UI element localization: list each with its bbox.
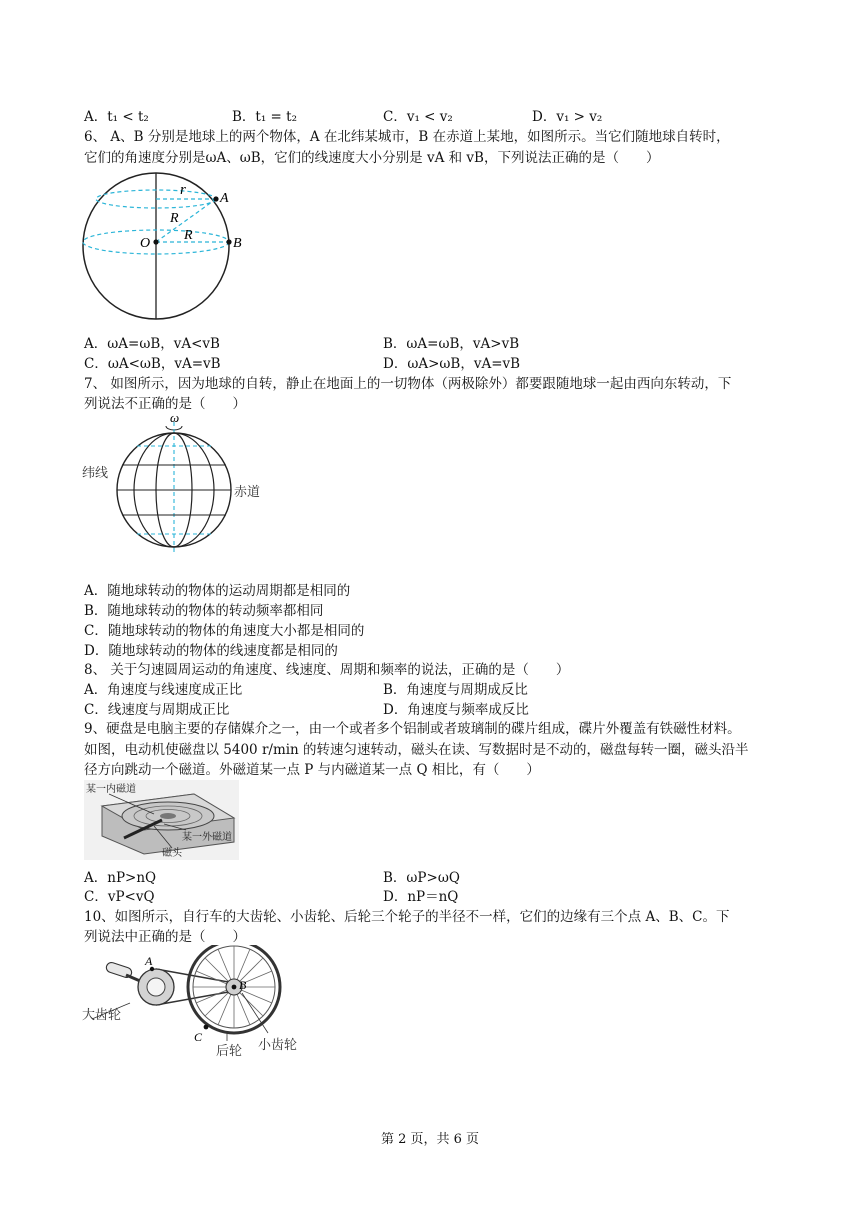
- label-point-c: C: [194, 1030, 203, 1044]
- label-omega: ω: [170, 410, 180, 425]
- prev-option-d: D．v₁ > v₂: [532, 109, 603, 125]
- q9-option-d: D．nP＝nQ: [383, 889, 459, 905]
- label-outer-track: 某一外磁道: [182, 832, 232, 843]
- prev-option-a: A．t₁ < t₂: [84, 109, 149, 125]
- q8-option-c: C．线速度与周期成正比: [84, 702, 230, 718]
- q9-hard-disk-figure: [84, 780, 239, 860]
- q9-option-c: C．vP<vQ: [84, 889, 155, 905]
- q9-stem-line2: 如图，电动机使磁盘以 5400 r/min 的转速匀速转动，磁头在读、写数据时是不动的，磁盘每转一圈，磁头沿半: [84, 742, 749, 758]
- q10-stem-line2: 列说法中正确的是（ ）: [84, 929, 246, 945]
- q9-stem-line3: 径方向跳动一个磁道。外磁道某一点 P 与内磁道某一点 Q 相比，有（ ）: [84, 762, 540, 778]
- q10-bicycle-figure: [82, 945, 317, 1065]
- q9-option-a: A．nP>nQ: [84, 870, 157, 886]
- q9-stem-line1: 9、硬盘是电脑主要的存储媒介之一，由一个或者多个铝制或者玻璃制的碟片组成，碟片外覆盖有铁磁性材料。: [84, 721, 741, 737]
- label-latitude: 纬线: [82, 466, 109, 481]
- q7-option-c: C．随地球转动的物体的角速度大小都是相同的: [84, 623, 365, 639]
- q9-option-b: B．ωP>ωQ: [383, 870, 460, 886]
- label-small-gear: 小齿轮: [258, 1038, 298, 1053]
- q8-option-d: D．角速度与频率成反比: [383, 702, 529, 718]
- label-point-a: A: [220, 191, 229, 206]
- q8-option-b: B．角速度与周期成反比: [383, 682, 528, 698]
- label-head: 磁头: [162, 848, 182, 859]
- label-r: r: [180, 182, 186, 198]
- q8-stem-line1: 8、 关于匀速圆周运动的角速度、线速度、周期和频率的说法，正确的是（ ）: [84, 662, 570, 678]
- q6-earth-figure: [80, 170, 245, 330]
- q7-option-a: A．随地球转动的物体的运动周期都是相同的: [84, 583, 351, 599]
- label-center-o: O: [140, 236, 151, 251]
- q6-stem-line1: 6、 A、B 分别是地球上的两个物体，A 在北纬某城市，B 在赤道上某地，如图所示。当它们随地球自转时，: [84, 129, 730, 145]
- label-radius-1: R: [170, 211, 179, 226]
- q7-stem-line1: 7、 如图所示，因为地球的自转，静止在地面上的一切物体（两极除外）都要跟随地球一起由西向东转动，下: [84, 376, 732, 392]
- label-big-gear: 大齿轮: [82, 1008, 122, 1023]
- q10-stem-line1: 10、如图所示，自行车的大齿轮、小齿轮、后轮三个轮子的半径不一样，它们的边缘有三个点 A、B、C。下: [84, 909, 730, 925]
- label-point-b: B: [239, 978, 247, 992]
- q6-option-b: B．ωA=ωB，vA>vB: [383, 336, 520, 352]
- q8-option-a: A．角速度与线速度成正比: [84, 682, 243, 698]
- prev-option-c: C．v₁ < v₂: [383, 109, 453, 125]
- label-rear-wheel: 后轮: [216, 1044, 243, 1059]
- q6-option-d: D．ωA>ωB，vA=vB: [383, 356, 521, 372]
- label-point-b: B: [233, 236, 242, 251]
- q6-option-a: A．ωA=ωB，vA<vB: [84, 336, 220, 352]
- label-equator: 赤道: [234, 485, 261, 500]
- q6-stem-line2: 它们的角速度分别是ωA、ωB，它们的线速度大小分别是 vA 和 vB，下列说法正确的是（ ）: [84, 150, 660, 166]
- q7-globe-figure: [82, 410, 282, 555]
- page-footer: 第 2 页，共 6 页: [380, 1132, 480, 1147]
- label-radius-2: R: [184, 228, 193, 243]
- prev-option-b: B．t₁ = t₂: [232, 109, 297, 125]
- q6-option-c: C．ωA<ωB，vA=vB: [84, 356, 221, 372]
- q7-stem-line2: 列说法不正确的是（ ）: [84, 396, 246, 412]
- q7-option-d: D．随地球转动的物体的线速度都是相同的: [84, 643, 338, 659]
- q7-option-b: B．随地球转动的物体的转动频率都相同: [84, 603, 324, 619]
- label-inner-track: 某一内磁道: [86, 784, 136, 795]
- label-point-a: A: [145, 954, 153, 968]
